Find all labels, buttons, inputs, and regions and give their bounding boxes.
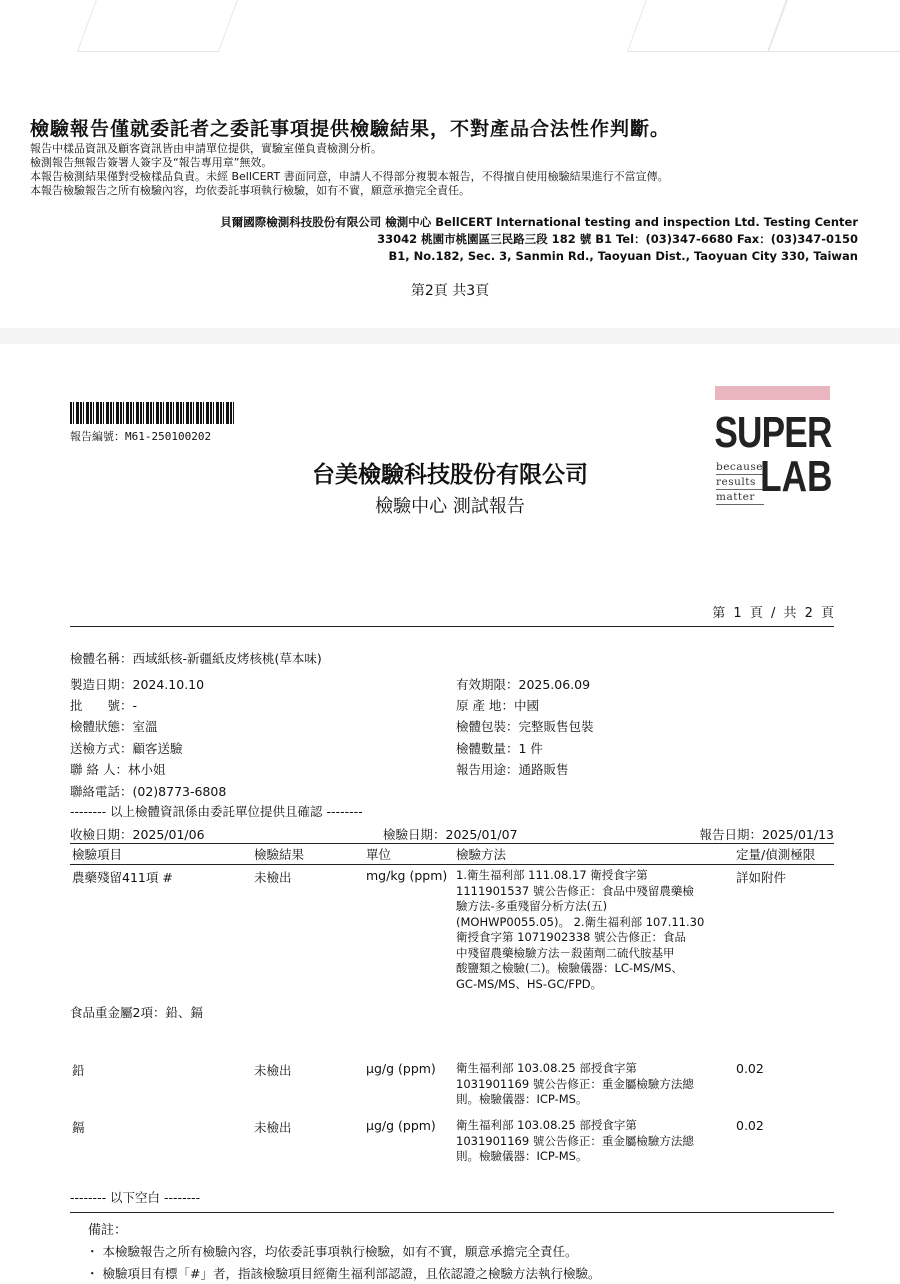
sample-name: 檢體名稱：西域紙核-新疆紙皮烤核桃(草本味): [70, 651, 322, 666]
row-result: 未檢出: [254, 1120, 292, 1135]
row-method: [456, 1118, 726, 1165]
report-purpose: 報告用途：通路販售: [456, 762, 569, 777]
end-note: -------- 以下空白 --------: [70, 1190, 201, 1205]
header-unit: 單位: [366, 847, 392, 862]
logo-word-lab: LAB: [759, 452, 832, 501]
origin: 原 產 地：中國: [456, 698, 539, 713]
table-header-rule: [70, 864, 834, 865]
lab-info-line: B1, No.182, Sec. 3, Sanmin Rd., Taoyuan Dist., Taoyuan City 330, Taiwan: [388, 249, 858, 263]
method-line: 1031901169 號公告修正：重金屬檢驗方法總: [456, 1133, 694, 1148]
company-name: 台美檢驗科技股份有限公司: [312, 462, 588, 488]
batch-number: 批 號：-: [70, 698, 138, 713]
previous-page-number: 第2頁 共3頁: [410, 283, 490, 299]
row-item: 鉛: [72, 1063, 85, 1078]
row-item: 鎘: [72, 1120, 85, 1135]
remarks-title: 備註：: [88, 1223, 128, 1238]
manufacture-date: 製造日期：2024.10.10: [70, 677, 205, 692]
row-limit: 0.02: [736, 1061, 764, 1076]
sample-state: 檢體狀態：室溫: [70, 719, 158, 734]
disclaimer-notes: [30, 142, 669, 198]
report-number: 報告編號：M61-250100202: [70, 430, 212, 443]
header-result: 檢驗結果: [254, 847, 305, 862]
lab-info-line: 貝爾國際檢測科技股份有限公司 檢測中心 BellCERT International testing and inspection Ltd. Testing Center: [220, 215, 858, 229]
page-separator: [0, 328, 900, 344]
row-limit: 0.02: [736, 1118, 764, 1133]
method-line: GC-MS/MS、HS-GC/FPD。: [456, 976, 603, 991]
sample-quantity: 檢體數量：1 件: [456, 741, 543, 756]
disclaimer-note: 報告中樣品資訊及顧客資訊皆由申請單位提供，實驗室僅負責檢測分析。: [30, 142, 382, 155]
method-line: 則。檢驗儀器：ICP-MS。: [456, 1149, 588, 1163]
report-date: 報告日期：2025/01/13: [699, 827, 834, 842]
header-limit: 定量/偵測極限: [736, 847, 816, 862]
disclaimer-note: 本報告檢驗報告之所有檢驗內容，均依委託事項執行檢驗，如有不實，願意承擔完全責任。: [30, 184, 470, 197]
disclaimer-note: 本報告檢測結果僅對受檢樣品負責。未經 BellCERT 書面同意，申請人不得部分複製本報告，不得擅自使用檢驗結果進行不當宣傳。: [30, 170, 669, 183]
method-line: 衛生福利部 103.08.25 部授食字第: [456, 1118, 637, 1132]
method-line: 1031901169 號公告修正：重金屬檢驗方法總: [456, 1076, 694, 1091]
row-unit: μg/g (ppm): [366, 1061, 436, 1076]
contact-phone: 聯絡電話：(02)8773-6808: [70, 784, 227, 799]
report-subtitle: 檢驗中心 測試報告: [375, 496, 525, 517]
expiry-date: 有效期限：2025.06.09: [456, 677, 591, 692]
method-line: (MOHWP0055.05)。 2.衛生福利部 107.11.30: [456, 914, 705, 929]
info-note: -------- 以上檢體資訊係由委託單位提供且確認 --------: [70, 804, 363, 819]
test-date: 檢驗日期：2025/01/07: [383, 827, 518, 842]
logo-word-super: SUPER: [714, 408, 832, 457]
logo-tagline: [716, 460, 764, 505]
lab-contact-info: [220, 214, 858, 265]
row-method: [456, 1061, 726, 1108]
remark-item: ・ 檢驗項目有標「#」者，指該檢驗項目經衛生福利部認證，且依認證之檢驗方法執行檢驗。: [86, 1266, 601, 1281]
row-limit: 詳如附件: [736, 870, 787, 885]
logo-tag-word: matter: [716, 490, 764, 505]
previous-page-fragment: [0, 0, 900, 328]
row-result: 未檢出: [254, 870, 292, 885]
remarks-divider: [70, 1212, 834, 1213]
method-line: 則。檢驗儀器：ICP-MS。: [456, 1092, 588, 1106]
page-number: 第 1 頁 / 共 2 頁: [712, 606, 836, 621]
logo-tag-word: results: [716, 475, 764, 490]
row-result: 未檢出: [254, 1063, 292, 1078]
disclaimer-title: 檢驗報告僅就委託者之委託事項提供檢驗結果，不對產品合法性作判斷。: [30, 118, 671, 140]
table-top-rule: [70, 843, 834, 844]
header-method: 檢驗方法: [456, 847, 507, 862]
packaging: 檢體包裝：完整販售包裝: [456, 719, 594, 734]
row-method: [456, 868, 726, 992]
method-line: 酸鹽類之檢驗(二)。檢驗儀器：LC-MS/MS、: [456, 961, 683, 975]
method-line: 1111901537 號公告修正：食品中殘留農藥檢: [456, 883, 694, 898]
disclaimer-note: 檢測報告無報告簽署人簽字及“報告專用章”無效。: [30, 156, 273, 169]
method-line: 衛生福利部 103.08.25 部授食字第: [456, 1061, 637, 1075]
remark-item: ・ 本檢驗報告之所有檢驗內容，均依委託事項執行檢驗，如有不實，願意承擔完全責任。: [86, 1244, 578, 1259]
method-line: 驗方法-多重殘留分析方法(五): [456, 899, 608, 913]
method-line: 中殘留農藥檢驗方法－殺菌劑二硫代胺基甲: [456, 945, 675, 960]
logo-tag-word: because: [716, 461, 763, 473]
super-lab-logo: [707, 386, 832, 512]
row-unit: μg/g (ppm): [366, 1118, 436, 1133]
row-item: 農藥殘留411項 #: [72, 870, 173, 885]
row-unit: mg/kg (ppm): [366, 868, 448, 883]
header-divider: [70, 626, 834, 627]
method-line: 衛授食字第 1071902338 號公告修正：食品: [456, 930, 686, 944]
group-label: 食品重金屬2項：鉛、鎘: [70, 1005, 203, 1020]
barcode: [70, 402, 234, 424]
decorative-hexagon: [767, 0, 900, 52]
lab-info-line: 33042 桃園市桃園區三民路三段 182 號 B1 Tel：(03)347-6680 Fax：(03)347-0150: [377, 232, 858, 246]
method-line: 1.衛生福利部 111.08.17 衛授食字第: [456, 868, 648, 882]
header-item: 檢驗項目: [72, 847, 123, 862]
decorative-hexagon: [77, 0, 245, 52]
contact-person: 聯 絡 人：林小姐: [70, 762, 166, 777]
logo-accent-bar: [715, 386, 830, 400]
receive-date: 收檢日期：2025/01/06: [70, 827, 205, 842]
submission-method: 送檢方式：顧客送驗: [70, 741, 183, 756]
